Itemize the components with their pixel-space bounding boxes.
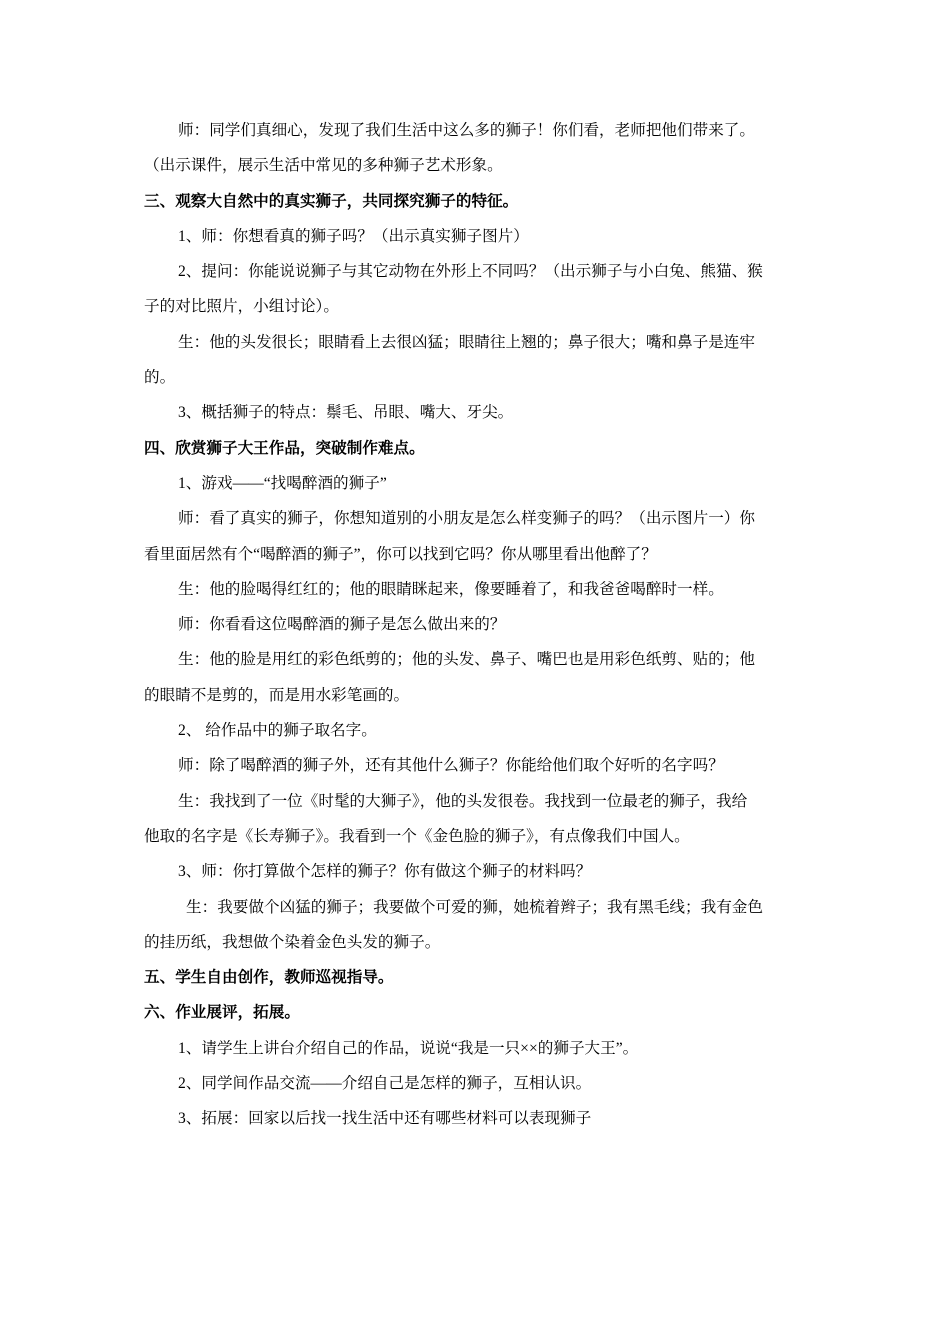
text-line: 生：他的脸是用红的彩色纸剪的；他的头发、鼻子、嘴巴也是用彩色纸剪、贴的；他 — [178, 651, 755, 669]
text-line: 师：同学们真细心，发现了我们生活中这么多的狮子！你们看，老师把他们带来了。 — [178, 122, 755, 139]
section-heading: 四、欣赏狮子大王作品，突破制作难点。 — [144, 439, 425, 457]
text-line: 师：看了真实的狮子，你想知道别的小朋友是怎么样变狮子的吗？（出示图片一）你 — [178, 510, 755, 528]
text-line: 生：我找到了一位《时髦的大狮子》，他的头发很卷。我找到一位最老的狮子，我给 — [178, 792, 748, 810]
text-line: 生：他的头发很长；眼睛看上去很凶猛；眼睛往上翘的；鼻子很大；嘴和鼻子是连牢 — [178, 333, 755, 351]
text-line: 2、提问：你能说说狮子与其它动物在外形上不同吗？（出示狮子与小白兔、熊猫、猴 — [178, 263, 763, 281]
text-line: 3、师：你打算做个怎样的狮子？你有做这个狮子的材料吗？ — [178, 863, 592, 881]
text-line: 看里面居然有个“喝醉酒的狮子”，你可以找到它吗？你从哪里看出他醉了？ — [144, 545, 657, 563]
text-line: 子的对比照片，小组讨论）。 — [144, 298, 339, 316]
text-line: 1、请学生上讲台介绍自己的作品，说说“我是一只××的狮子大王”。 — [178, 1039, 639, 1057]
text-line: 师：你看看这位喝醉酒的狮子是怎么做出来的？ — [178, 616, 506, 634]
section-heading: 五、学生自由创作，教师巡视指导。 — [144, 969, 394, 987]
text-line: 的挂历纸，我想做个染着金色头发的狮子。 — [144, 933, 441, 951]
text-line: 3、拓展：回家以后找一找生活中还有哪些材料可以表现狮子 — [178, 1110, 592, 1128]
text-line: 1、师：你想看真的狮子吗？（出示真实狮子图片） — [178, 227, 529, 245]
text-line: （出示课件，展示生活中常见的多种狮子艺术形象。 — [144, 157, 503, 175]
document-body — [144, 113, 808, 1137]
text-line: 3、概括狮子的特点：鬃毛、吊眼、嘴大、牙尖。 — [178, 404, 514, 422]
section-heading: 三、观察大自然中的真实狮子，共同探究狮子的特征。 — [144, 192, 519, 210]
text-line: 师：除了喝醉酒的狮子外，还有其他什么狮子？你能给他们取个好听的名字吗？ — [178, 757, 724, 775]
section-heading: 六、作业展评，拓展。 — [144, 1004, 300, 1022]
text-line: 的。 — [144, 369, 176, 387]
text-line: 2、同学间作品交流——介绍自己是怎样的狮子，互相认识。 — [178, 1075, 592, 1093]
text-line: 生：我要做个凶猛的狮子；我要做个可爱的狮，她梳着辫子；我有黑毛线；我有金色 — [186, 898, 763, 916]
text-line: 生：他的脸喝得红红的；他的眼睛眯起来，像要睡着了，和我爸爸喝醉时一样。 — [178, 580, 724, 598]
text-line: 2、 给作品中的狮子取名字。 — [178, 722, 377, 740]
text-line: 的眼睛不是剪的，而是用水彩笔画的。 — [144, 686, 410, 704]
text-line: 1、游戏——“找喝醉酒的狮子” — [178, 474, 387, 492]
text-line: 他取的名字是《长寿狮子》。我看到一个《金色脸的狮子》，有点像我们中国人。 — [144, 827, 690, 845]
